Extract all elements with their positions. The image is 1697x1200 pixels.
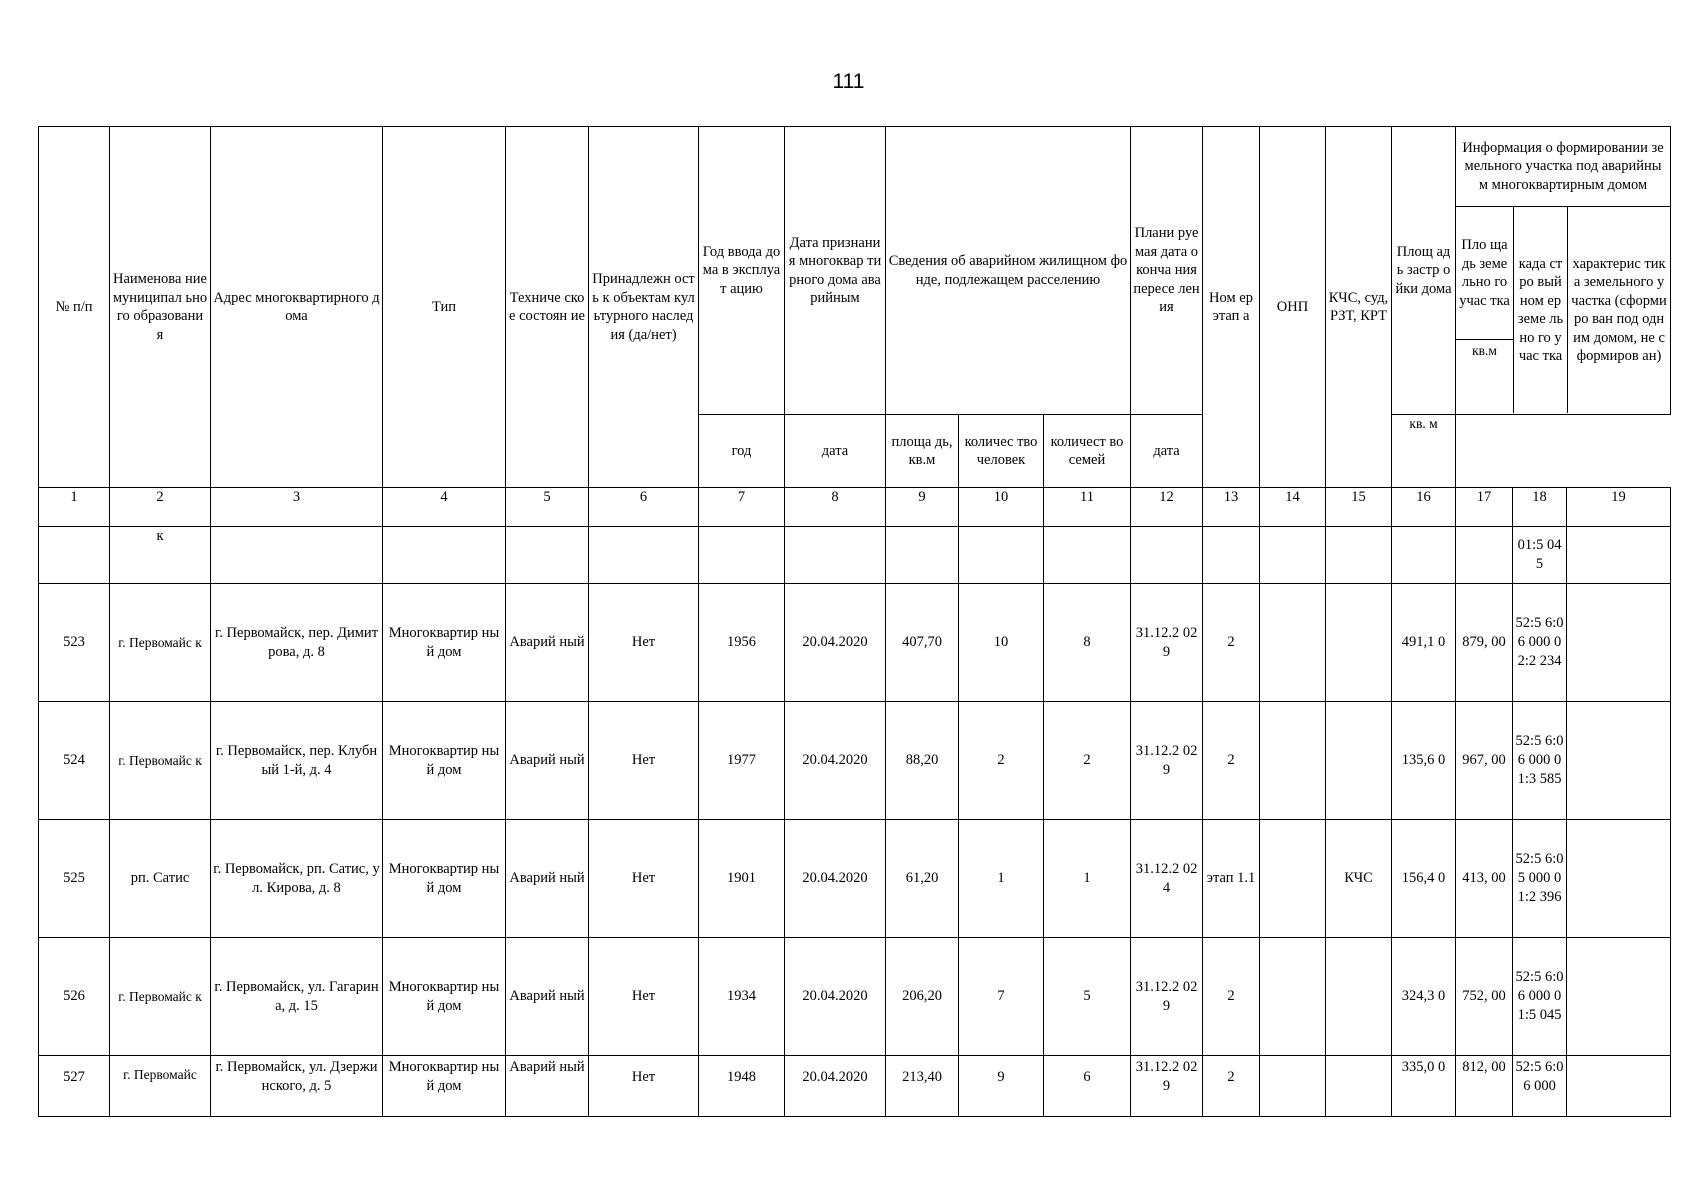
cell-condition: Аварий ный: [506, 820, 589, 938]
cell-stage: 2: [1203, 938, 1260, 1056]
cell-families: 1: [1044, 820, 1131, 938]
col-num-16: 16: [1392, 488, 1456, 527]
cell-condition: Аварий ный: [506, 702, 589, 820]
cell-municipality: г. Первомайс к: [110, 584, 211, 702]
header-sub-date: дата: [785, 415, 886, 488]
cell-municipality: г. Первомайс к: [110, 938, 211, 1056]
header-row-top: [39, 127, 1671, 415]
cell-built-area: 491,1 0: [1392, 584, 1456, 702]
cell-people: 1: [959, 820, 1044, 938]
col-num-3: 3: [211, 488, 383, 527]
cell-stage: 2: [1203, 702, 1260, 820]
cell-address: г. Первомайск, рп. Сатис, ул. Кирова, д. 8: [211, 820, 383, 938]
header-land-area: Пло щадь земе льно го учас тка: [1456, 207, 1513, 340]
header-stage: Ном ер этап а: [1203, 127, 1260, 488]
cell-heritage: Нет: [589, 1056, 699, 1117]
cell-area: 213,40: [886, 1056, 959, 1117]
cell-land-area: 879, 00: [1456, 584, 1513, 702]
emergency-housing-table: [38, 126, 1671, 1117]
cell-kchs: [1326, 938, 1392, 1056]
cell-num: 524: [39, 702, 110, 820]
cell-municipality: г. Первомайс: [110, 1056, 211, 1117]
cell-area: 206,20: [886, 938, 959, 1056]
cell-onp: [1260, 702, 1326, 820]
col-num-15: 15: [1326, 488, 1392, 527]
col-num-12: 12: [1131, 488, 1203, 527]
cell-year: 1901: [699, 820, 785, 938]
cell-built-area: 156,4 0: [1392, 820, 1456, 938]
header-sub-area: площа дь, кв.м: [886, 415, 959, 488]
col-num-4: 4: [383, 488, 506, 527]
cell-characteristic: [1567, 584, 1671, 702]
header-land-area-cell: [1456, 207, 1514, 413]
cell-heritage: Нет: [589, 702, 699, 820]
cell-cadastral: 52:5 6:06 000 02:2 234: [1513, 584, 1567, 702]
cell-condition: Аварий ный: [506, 938, 589, 1056]
cell-type: Многоквартир ный дом: [383, 820, 506, 938]
header-address: Адрес многоквартирного дома: [211, 127, 383, 488]
cell-area: 61,20: [886, 820, 959, 938]
col-num-17: 17: [1456, 488, 1513, 527]
col-num-11: 11: [1044, 488, 1131, 527]
cell-people: 9: [959, 1056, 1044, 1117]
cell-characteristic: [1567, 938, 1671, 1056]
table-row: [39, 1056, 1671, 1117]
cell-date: 20.04.2020: [785, 820, 886, 938]
col-num-8: 8: [785, 488, 886, 527]
cell-cadastral: 52:5 6:05 000 01:2 396: [1513, 820, 1567, 938]
cell-kchs: КЧС: [1326, 820, 1392, 938]
cell-onp: [1260, 584, 1326, 702]
cell-kchs: [1326, 584, 1392, 702]
cell-land-area: 752, 00: [1456, 938, 1513, 1056]
header-land-group: [1456, 127, 1671, 415]
cell-address: г. Первомайск, пер. Клубный 1-й, д. 4: [211, 702, 383, 820]
cell-type: Многоквартир ный дом: [383, 584, 506, 702]
cell-heritage: Нет: [589, 584, 699, 702]
cell-condition: Аварий ный: [506, 584, 589, 702]
cell-cadastral: 01:5 045: [1513, 527, 1567, 584]
cell-built-area: 324,3 0: [1392, 938, 1456, 1056]
col-num-2: 2: [110, 488, 211, 527]
header-sub-year: год: [699, 415, 785, 488]
cell-municipality: г. Первомайс к: [110, 702, 211, 820]
col-num-10: 10: [959, 488, 1044, 527]
cell-num: 525: [39, 820, 110, 938]
col-num-7: 7: [699, 488, 785, 527]
cell-families: 5: [1044, 938, 1131, 1056]
cell-built-area: 335,0 0: [1392, 1056, 1456, 1117]
header-condition: Техниче ское состоян ие: [506, 127, 589, 488]
cell-year: 1948: [699, 1056, 785, 1117]
header-built-area: Площ адь застр ойки дома: [1392, 127, 1456, 415]
col-num-9: 9: [886, 488, 959, 527]
cell-plan-date: 31.12.2 029: [1131, 1056, 1203, 1117]
cell-condition: Аварий ный: [506, 1056, 589, 1117]
cell-kchs: [1326, 1056, 1392, 1117]
header-unit-built: кв. м: [1392, 415, 1456, 488]
col-num-6: 6: [589, 488, 699, 527]
column-number-row: [39, 488, 1671, 527]
cell-num: 526: [39, 938, 110, 1056]
cell-plan-date: 31.12.2 029: [1131, 584, 1203, 702]
cell-year: 1977: [699, 702, 785, 820]
cell-stage: этап 1.1: [1203, 820, 1260, 938]
page-number: 111: [832, 70, 865, 93]
col-num-14: 14: [1260, 488, 1326, 527]
cell-year: 1934: [699, 938, 785, 1056]
cell-plan-date: 31.12.2 029: [1131, 938, 1203, 1056]
cell-type: Многоквартир ный дом: [383, 1056, 506, 1117]
col-num-13: 13: [1203, 488, 1260, 527]
cell-onp: [1260, 938, 1326, 1056]
header-characteristic: характерис тика земельного участка (сформиро ван под одним домом, не сформиров ан): [1571, 255, 1667, 364]
cell-onp: [1260, 1056, 1326, 1117]
cell-families: 8: [1044, 584, 1131, 702]
header-year-group: Год ввода дома в эксплуат ацию: [699, 127, 785, 415]
cell-municipality: рп. Сатис: [110, 820, 211, 938]
header-kchs: КЧС, суд, РЗТ, КРТ: [1326, 127, 1392, 488]
col-num-18: 18: [1513, 488, 1567, 527]
header-sub-people: количес тво человек: [959, 415, 1044, 488]
cell-date: 20.04.2020: [785, 584, 886, 702]
cell-plan-date: 31.12.2 024: [1131, 820, 1203, 938]
table-row: [39, 820, 1671, 938]
cell-land-area: 413, 00: [1456, 820, 1513, 938]
cell-cadastral: 52:5 6:06 000 01:3 585: [1513, 702, 1567, 820]
table-row: [39, 584, 1671, 702]
header-unit-land: кв.м: [1472, 343, 1497, 358]
header-sub-families: количест во семей: [1044, 415, 1131, 488]
cell-onp: [1260, 820, 1326, 938]
cell-municipality: к: [110, 527, 211, 584]
cell-characteristic: [1567, 1056, 1671, 1117]
cell-kchs: [1326, 702, 1392, 820]
cell-stage: 2: [1203, 584, 1260, 702]
cell-land-area: 967, 00: [1456, 702, 1513, 820]
cell-area: 407,70: [886, 584, 959, 702]
header-municipality: Наименова ние муниципал ьного образовани я: [110, 127, 211, 488]
cell-characteristic: [1567, 820, 1671, 938]
cell-built-area: 135,6 0: [1392, 702, 1456, 820]
header-sub-plan-date: дата: [1131, 415, 1203, 488]
cell-address: г. Первомайск, ул. Дзержинского, д. 5: [211, 1056, 383, 1117]
cell-num: 527: [39, 1056, 110, 1117]
table-row: [39, 702, 1671, 820]
cell-families: 2: [1044, 702, 1131, 820]
cell-date: 20.04.2020: [785, 1056, 886, 1117]
header-plan-group: Плани руемая дата оконча ния пересе ления: [1131, 127, 1203, 415]
cell-date: 20.04.2020: [785, 702, 886, 820]
cell-num: 523: [39, 584, 110, 702]
cell-people: 7: [959, 938, 1044, 1056]
cell-people: 2: [959, 702, 1044, 820]
header-onp: ОНП: [1260, 127, 1326, 488]
cell-people: 10: [959, 584, 1044, 702]
cell-characteristic: [1567, 702, 1671, 820]
cell-stage: 2: [1203, 1056, 1260, 1117]
cell-year: 1956: [699, 584, 785, 702]
table-row-continuation: [39, 527, 1671, 584]
cell-area: 88,20: [886, 702, 959, 820]
cell-heritage: Нет: [589, 938, 699, 1056]
header-land-group-title: Информация о формировании земельного участка под аварийным многоквартирным домом: [1456, 127, 1670, 207]
cell-address: г. Первомайск, пер. Димитрова, д. 8: [211, 584, 383, 702]
header-date-group: Дата признания многоквар тирного дома аварийным: [785, 127, 886, 415]
cell-address: г. Первомайск, ул. Гагарина, д. 15: [211, 938, 383, 1056]
header-type: Тип: [383, 127, 506, 488]
header-fund-group: Сведения об аварийном жилищном фонде, подлежащем расселению: [886, 127, 1131, 415]
header-num: № п/п: [39, 127, 110, 488]
cell-heritage: Нет: [589, 820, 699, 938]
header-cadastral: када стро вый ном ер земе льно го учас тка: [1514, 207, 1568, 413]
cell-land-area: 812, 00: [1456, 1056, 1513, 1117]
cell-type: Многоквартир ный дом: [383, 702, 506, 820]
header-heritage: Принадлежн ость к объектам культурного наследия (да/нет): [589, 127, 699, 488]
col-num-19: 19: [1567, 488, 1671, 527]
cell-plan-date: 31.12.2 029: [1131, 702, 1203, 820]
cell-cadastral: 52:5 6:06 000 01:5 045: [1513, 938, 1567, 1056]
cell-families: 6: [1044, 1056, 1131, 1117]
table-row: [39, 938, 1671, 1056]
cell-type: Многоквартир ный дом: [383, 938, 506, 1056]
cell-cadastral: 52:5 6:06 000: [1513, 1056, 1567, 1117]
cell-date: 20.04.2020: [785, 938, 886, 1056]
col-num-1: 1: [39, 488, 110, 527]
col-num-5: 5: [506, 488, 589, 527]
